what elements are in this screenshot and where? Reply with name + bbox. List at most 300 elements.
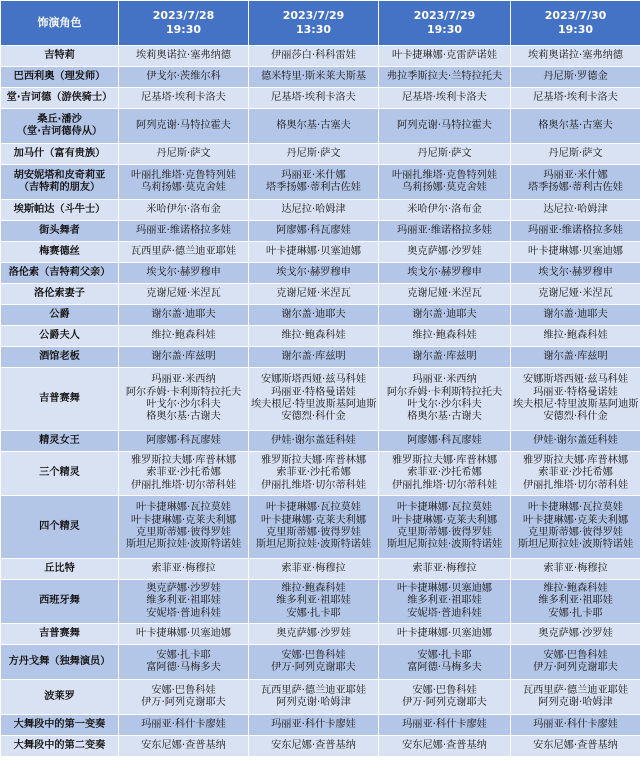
- role-name: 丘比特: [44, 562, 75, 574]
- table-row: [1, 496, 640, 559]
- performer-name: 叶卡捷琳娜·克莱夫利娜: [260, 514, 367, 526]
- performer-name: 阿列克谢·哈姆津: [276, 697, 351, 708]
- performer-name: 克谢尼娅·米涅瓦: [538, 287, 613, 299]
- cast-cell: [511, 165, 640, 200]
- performer-name: 富阿德·马梅多夫: [407, 662, 482, 673]
- cast-cell: [119, 221, 249, 242]
- performer-name: 阿尔乔姆·卡利斯特拉托夫: [125, 386, 242, 398]
- performer-name: 叶卡捷琳娜·贝塞迪娜: [266, 245, 361, 257]
- performer-name: 玛丽亚·维诺格拉多娃: [397, 224, 492, 236]
- performer-name: 伊丽扎维塔·切尔蒂科娃: [130, 479, 237, 491]
- cast-cell: [249, 144, 379, 165]
- performer-name: 米哈伊尔·洛布金: [407, 203, 482, 215]
- table-row: [1, 645, 640, 680]
- table-row: [1, 347, 640, 368]
- role-name: 公爵夫人: [39, 329, 80, 341]
- cast-cell: [249, 680, 379, 715]
- role-name: 堂·吉诃德（游侠骑士）: [6, 91, 113, 103]
- performer-name: 伊万·阿列克谢耶夫: [271, 662, 356, 673]
- performer-name: 维拉·鲍森科娃: [543, 582, 608, 594]
- performer-name: 克谢尼娅·米涅瓦: [407, 287, 482, 299]
- table-row: [1, 88, 640, 109]
- cast-cell: [119, 645, 249, 680]
- cast-cell: [249, 431, 379, 452]
- performer-name: 维拉·鲍森科娃: [151, 329, 216, 341]
- performer-name: 叶丽扎维塔·克鲁特列娃: [391, 169, 498, 181]
- table-row: [1, 680, 640, 715]
- performer-name: 克里斯蒂娜·彼得罗娃: [136, 527, 231, 538]
- cast-cell: [249, 736, 379, 757]
- role-name: 酒馆老板: [39, 350, 80, 362]
- role-name: 吉特莉: [44, 49, 75, 61]
- performer-name: 伊丽扎维塔·切尔蒂科娃: [391, 479, 498, 491]
- performer-name: 伊万·阿列克谢耶夫: [402, 697, 487, 708]
- performer-name: 维拉·鲍森科娃: [281, 329, 346, 341]
- table-row: [1, 67, 640, 88]
- performer-name: 安娜·扎卡耶: [548, 607, 603, 619]
- performer-name: 伊丽扎维塔·切尔蒂科娃: [260, 479, 367, 491]
- performer-name: 玛丽亚·科什卡廖娃: [402, 718, 487, 730]
- cast-cell: [119, 368, 249, 431]
- table-row: [1, 452, 640, 496]
- role-name: 三个精灵: [39, 467, 80, 479]
- performer-name: 埃戈尔·赫罗穆申: [146, 266, 221, 278]
- performer-name: 安娜·扎卡耶: [417, 649, 472, 661]
- cast-cell: [379, 242, 511, 263]
- performer-name: 玛丽亚·米西纳: [412, 374, 477, 386]
- role-name: 加马什（富有贵族）: [13, 147, 106, 159]
- performer-name: 叶卡捷琳娜·克莱夫利娜: [130, 514, 237, 526]
- performer-name: 安娜·巴鲁科娃: [543, 649, 608, 661]
- cast-cell: [379, 200, 511, 221]
- cast-cell: [249, 165, 379, 200]
- cast-cell: [249, 263, 379, 284]
- cast-cell: [511, 109, 640, 144]
- cast-cell: [511, 284, 640, 305]
- performer-name: 格奥尔基·古谢夫: [146, 411, 221, 423]
- cast-cell: [249, 496, 379, 559]
- role-name: 精灵女王: [39, 434, 80, 446]
- performer-name: 谢尔盖·迪耶夫: [151, 308, 216, 320]
- table-row: [1, 624, 640, 645]
- cast-cell: [379, 580, 511, 624]
- role-cell: [1, 580, 119, 624]
- cast-cell: [249, 715, 379, 736]
- show-header-4: [511, 1, 640, 46]
- cast-cell: [379, 46, 511, 67]
- performer-name: 索菲亚·梅穆拉: [281, 562, 346, 574]
- show-time: 19:30: [165, 23, 201, 36]
- table-row: [1, 715, 640, 736]
- performer-name: 维拉·鲍森科娃: [543, 329, 608, 341]
- performer-name: 雅罗斯拉夫娜·库普林娜: [522, 454, 629, 466]
- cast-cell: [119, 496, 249, 559]
- cast-cell: [511, 580, 640, 624]
- cast-cell: [511, 200, 640, 221]
- cast-cell: [249, 624, 379, 645]
- role-cell: [1, 88, 119, 109]
- role-cell: [1, 715, 119, 736]
- cast-cell: [379, 431, 511, 452]
- table-row: [1, 221, 640, 242]
- role-cell: [1, 452, 119, 496]
- cast-cell: [119, 165, 249, 200]
- table-row: [1, 165, 640, 200]
- cast-cell: [119, 431, 249, 452]
- performer-name: 叶卡捷琳娜·贝塞迪娜: [397, 582, 492, 594]
- performer-name: 安娜斯塔西娅·兹马科娃: [522, 374, 629, 386]
- performer-name: 丹尼斯·萨文: [417, 147, 472, 159]
- performer-name: 格奥尔基·古谢夫: [407, 411, 482, 423]
- performer-name: 安妮塔·普迪科娃: [146, 607, 221, 619]
- role-name: 西班牙舞: [39, 595, 80, 607]
- performer-name: 瓦西里萨·德兰迪亚耶娃: [130, 245, 237, 257]
- performer-name: 德米特里·斯米莱夫斯基: [260, 70, 367, 82]
- role-name: 洛伦索（吉特莉父亲）: [8, 266, 111, 278]
- role-name: 洛伦索妻子: [34, 287, 85, 299]
- cast-cell: [511, 221, 640, 242]
- role-cell: [1, 559, 119, 580]
- performer-name: 阿廖娜·科瓦廖娃: [146, 434, 221, 446]
- performer-name: 索菲亚·沙托希娜: [407, 467, 482, 479]
- performer-name: 克里斯蒂娜·彼得罗娃: [266, 527, 361, 538]
- cast-cell: [511, 347, 640, 368]
- performer-name: 尼基塔·埃利卡洛夫: [271, 91, 356, 103]
- show-date: 2023/7/29: [413, 9, 476, 22]
- cast-cell: [249, 242, 379, 263]
- cast-cell: [249, 46, 379, 67]
- performer-name: 叶戈尔·沙尔科夫: [146, 399, 221, 410]
- show-time: 19:30: [426, 23, 462, 36]
- performer-name: 阿廖娜·科瓦廖娃: [407, 434, 482, 446]
- performer-name: 格奥尔基·古塞夫: [538, 119, 613, 131]
- cast-cell: [511, 496, 640, 559]
- performer-name: 玛丽亚·维诺格拉多娃: [528, 224, 623, 236]
- table-row: [1, 431, 640, 452]
- performer-name: 玛丽亚·维诺格拉多娃: [136, 224, 231, 236]
- cast-cell: [511, 645, 640, 680]
- cast-cell: [119, 305, 249, 326]
- cast-cell: [379, 680, 511, 715]
- cast-cell: [511, 559, 640, 580]
- role-cell: [1, 263, 119, 284]
- show-header-1: [119, 1, 249, 46]
- performer-name: 安东尼娜·查普基纳: [402, 739, 487, 751]
- cast-cell: [119, 347, 249, 368]
- cast-cell: [511, 305, 640, 326]
- performer-name: 维多利亚·祖耶娃: [276, 595, 351, 607]
- performer-name: 米哈伊尔·洛布金: [146, 203, 221, 215]
- role-cell: [1, 46, 119, 67]
- performer-name: 安德烈·科什金: [281, 411, 346, 423]
- cast-cell: [379, 347, 511, 368]
- show-date: 2023/7/30: [544, 9, 607, 22]
- performer-name: 奥克萨娜·沙罗娃: [146, 582, 221, 594]
- performer-name: 阿列克谢·马特拉霍夫: [136, 119, 231, 131]
- cast-cell: [249, 326, 379, 347]
- cast-cell: [249, 580, 379, 624]
- cast-cell: [249, 305, 379, 326]
- role-cell: [1, 368, 119, 431]
- cast-table-body: [1, 46, 640, 757]
- cast-cell: [249, 284, 379, 305]
- cast-cell: [119, 88, 249, 109]
- performer-name: 叶卡捷琳娜·贝塞迪娜: [136, 627, 231, 639]
- performer-name: 斯坦尼斯拉娃·波斯特诺娃: [517, 539, 634, 551]
- role-cell: [1, 165, 119, 200]
- performer-name: 叶卡捷琳娜·克莱夫利娜: [522, 514, 629, 526]
- cast-cell: [379, 109, 511, 144]
- performer-name: 索菲亚·梅穆拉: [412, 562, 477, 574]
- performer-name: 克谢尼娅·米涅瓦: [276, 287, 351, 299]
- table-row: [1, 326, 640, 347]
- cast-cell: [379, 715, 511, 736]
- cast-cell: [119, 680, 249, 715]
- cast-cell: [379, 736, 511, 757]
- performer-name: 雅罗斯拉夫娜·库普林娜: [260, 454, 367, 466]
- performer-name: 谢尔盖·库兹明: [543, 350, 608, 362]
- cast-cell: [249, 347, 379, 368]
- cast-cell: [119, 67, 249, 88]
- performer-name: 叶卡捷琳娜·贝塞迪娜: [397, 627, 492, 639]
- show-header-3: [379, 1, 511, 46]
- cast-cell: [119, 284, 249, 305]
- show-date: 2023/7/28: [152, 9, 215, 22]
- performer-name: 克里斯蒂娜·彼得罗娃: [528, 527, 623, 538]
- role-name: 胡安妮塔和皮奇莉亚: [13, 169, 106, 181]
- role-cell: [1, 109, 119, 144]
- header-row: [1, 1, 640, 46]
- cast-cell: [511, 624, 640, 645]
- cast-cell: [379, 67, 511, 88]
- performer-name: 谢尔盖·迪耶夫: [412, 308, 477, 320]
- cast-cell: [511, 88, 640, 109]
- cast-cell: [511, 368, 640, 431]
- cast-cell: [119, 452, 249, 496]
- performer-name: 雅罗斯拉夫娜·库普林娜: [391, 454, 498, 466]
- performer-name: 安东尼娜·查普基纳: [271, 739, 356, 751]
- performer-name: 乌莉扬娜·莫克舍娃: [402, 182, 487, 193]
- role-cell: [1, 624, 119, 645]
- performer-name: 瓦西里萨·德兰迪亚耶娃: [522, 684, 629, 696]
- performer-name: 叶卡捷琳娜·瓦拉莫娃: [136, 502, 231, 514]
- cast-cell: [511, 144, 640, 165]
- cast-cell: [379, 624, 511, 645]
- role-cell: [1, 431, 119, 452]
- cast-cell: [511, 263, 640, 284]
- performer-name: 伊娃·谢尔盖廷科娃: [271, 434, 356, 446]
- cast-cell: [511, 326, 640, 347]
- role-name: 方丹戈舞（独舞演员）: [8, 655, 111, 667]
- performer-name: 叶卡捷琳娜·瓦拉莫娃: [528, 502, 623, 514]
- show-date: 2023/7/29: [282, 9, 345, 22]
- role-cell: [1, 67, 119, 88]
- cast-cell: [379, 645, 511, 680]
- cast-cell: [511, 67, 640, 88]
- cast-cell: [249, 452, 379, 496]
- performer-name: 玛丽亚·特格曼诺娃: [533, 386, 618, 398]
- performer-name: 弗拉季斯拉夫·兰特拉托夫: [386, 70, 503, 82]
- cast-cell: [511, 452, 640, 496]
- performer-name: 伊万·阿列克谢耶夫: [533, 662, 618, 673]
- performer-name: 格奥尔基·古塞夫: [276, 119, 351, 131]
- cast-cell: [511, 715, 640, 736]
- performer-name: 乌莉扬娜·莫克舍娃: [141, 182, 226, 193]
- cast-cell: [119, 109, 249, 144]
- table-row: [1, 305, 640, 326]
- performer-name: 瓦西里萨·德兰迪亚耶娃: [260, 684, 367, 696]
- performer-name: 叶卡捷琳娜·瓦拉莫娃: [266, 502, 361, 514]
- performer-name: 阿尔乔姆·卡利斯特拉托夫: [386, 386, 503, 398]
- role-name: 波莱罗: [44, 690, 75, 702]
- cast-cell: [119, 736, 249, 757]
- role-column-header: 饰演角色: [1, 1, 119, 46]
- performer-name: 达尼拉·哈姆津: [543, 203, 608, 215]
- performer-name: 富阿德·马梅多夫: [146, 662, 221, 673]
- performer-name: 玛丽亚·科什卡廖娃: [141, 718, 226, 730]
- performer-name: 埃戈尔·赫罗穆申: [276, 266, 351, 278]
- performer-name: 斯坦尼斯拉娃·波斯特诺娃: [125, 539, 242, 551]
- performer-name: 叶戈尔·沙尔科夫: [407, 399, 482, 410]
- performer-name: 埃莉奥诺拉·塞弗纳德: [528, 49, 623, 61]
- cast-cell: [249, 200, 379, 221]
- table-row: [1, 200, 640, 221]
- performer-name: 伊丽扎维塔·切尔蒂科娃: [522, 479, 629, 491]
- table-row: [1, 736, 640, 757]
- performer-name: 索菲亚·沙托希娜: [538, 467, 613, 479]
- performer-name: 叶卡捷琳娜·克莱夫利娜: [391, 514, 498, 526]
- cast-cell: [379, 165, 511, 200]
- role-cell: [1, 347, 119, 368]
- role-name: 公爵: [49, 308, 70, 320]
- cast-cell: [249, 109, 379, 144]
- performer-name: 索菲亚·沙托希娜: [276, 467, 351, 479]
- performer-name: 尼基塔·埃利卡洛夫: [402, 91, 487, 103]
- role-name: 巴西利奥（理发师）: [13, 70, 106, 82]
- role-name: 街头舞者: [39, 224, 80, 236]
- cast-cell: [249, 88, 379, 109]
- show-time: 13:30: [295, 23, 331, 36]
- performer-name: 斯坦尼斯拉娃·波斯特诺娃: [386, 539, 503, 551]
- cast-cell: [379, 496, 511, 559]
- performer-name: 塔季扬娜·蒂利古佐娃: [266, 182, 361, 193]
- performer-name: 伊万·阿列克谢耶夫: [141, 697, 226, 708]
- cast-cell: [511, 736, 640, 757]
- role-cell: [1, 305, 119, 326]
- role-name: 梅赛德丝: [39, 245, 80, 257]
- performer-name: 丹尼斯·萨文: [156, 147, 211, 159]
- performer-name: 斯坦尼斯拉娃·波斯特诺娃: [255, 539, 372, 551]
- cast-cell: [379, 368, 511, 431]
- performer-name: 伊丽莎白·科科雷娃: [271, 49, 356, 61]
- cast-cell: [379, 284, 511, 305]
- performer-name: 埃夫根尼·特里波斯基阿迪斯: [251, 399, 377, 410]
- cast-cell: [249, 645, 379, 680]
- performer-name: 维拉·鲍森科娃: [412, 329, 477, 341]
- cast-cell: [379, 221, 511, 242]
- cast-cell: [379, 326, 511, 347]
- show-time: 19:30: [557, 23, 593, 36]
- performer-name: 索菲亚·梅穆拉: [543, 562, 608, 574]
- performer-name: 安娜·扎卡耶: [286, 607, 341, 619]
- table-row: [1, 46, 640, 67]
- performer-name: 埃戈尔·赫罗穆申: [538, 266, 613, 278]
- performer-name: 谢尔盖·迪耶夫: [543, 308, 608, 320]
- performer-name: 玛丽亚·特格曼诺娃: [271, 386, 356, 398]
- performer-name: 谢尔盖·库兹明: [281, 350, 346, 362]
- cast-cell: [119, 580, 249, 624]
- cast-cell: [119, 144, 249, 165]
- cast-cell: [379, 452, 511, 496]
- performer-name: 安娜·巴鲁科娃: [151, 684, 216, 696]
- performer-name: 尼基塔·埃利卡洛夫: [141, 91, 226, 103]
- cast-cell: [249, 559, 379, 580]
- performer-name: 丹尼斯·罗德金: [543, 70, 608, 82]
- performer-name: 安东尼娜·查普基纳: [141, 739, 226, 751]
- role-cell: [1, 496, 119, 559]
- cast-cell: [119, 263, 249, 284]
- role-cell: [1, 645, 119, 680]
- role-name: 四个精灵: [39, 520, 80, 532]
- cast-cell: [379, 144, 511, 165]
- performer-name: 维多利亚·祖耶娃: [407, 595, 482, 607]
- cast-cell: [119, 624, 249, 645]
- performer-name: 谢尔盖·库兹明: [151, 350, 216, 362]
- role-cell: [1, 221, 119, 242]
- role-name: 桑丘·潘沙: [37, 113, 82, 125]
- performer-name: 克谢尼娅·米涅瓦: [146, 287, 221, 299]
- performer-name: 达尼拉·哈姆津: [281, 203, 346, 215]
- role-name: 大舞段中的第二变奏: [13, 739, 106, 751]
- role-cell: [1, 680, 119, 715]
- performer-name: 叶卡捷琳娜·克雷萨诺娃: [391, 49, 498, 61]
- cast-cell: [119, 200, 249, 221]
- cast-cell: [379, 559, 511, 580]
- performer-name: 玛丽亚·科什卡廖娃: [271, 718, 356, 730]
- performer-name: 奥克萨娜·沙罗娃: [538, 627, 613, 639]
- performer-name: 安娜·巴鲁科娃: [281, 649, 346, 661]
- role-name: （堂·吉诃德侍从）: [16, 126, 103, 137]
- cast-cell: [119, 242, 249, 263]
- performer-name: 维拉·鲍森科娃: [281, 582, 346, 594]
- performer-name: 丹尼斯·萨文: [548, 147, 603, 159]
- cast-cell: [119, 715, 249, 736]
- cast-cell: [119, 326, 249, 347]
- performer-name: 谢尔盖·迪耶夫: [281, 308, 346, 320]
- role-cell: [1, 326, 119, 347]
- performer-name: 埃戈尔·赫罗穆申: [407, 266, 482, 278]
- table-row: [1, 242, 640, 263]
- performer-name: 阿廖娜·科瓦廖娃: [276, 224, 351, 236]
- performer-name: 尼基塔·埃利卡洛夫: [533, 91, 618, 103]
- table-row: [1, 284, 640, 305]
- performer-name: 索菲亚·沙托希娜: [146, 467, 221, 479]
- performer-name: 安娜·扎卡耶: [156, 649, 211, 661]
- role-cell: [1, 242, 119, 263]
- cast-cell: [379, 263, 511, 284]
- role-name: 吉普赛舞: [39, 627, 80, 639]
- performer-name: 安德烈·科什金: [543, 411, 608, 423]
- performer-name: 埃夫根尼·特里波斯基阿迪斯: [513, 399, 639, 410]
- performer-name: 叶卡捷琳娜·贝塞迪娜: [528, 245, 623, 257]
- table-row: [1, 580, 640, 624]
- performer-name: 伊娃·谢尔盖廷科娃: [533, 434, 618, 446]
- cast-cell: [249, 368, 379, 431]
- role-cell: [1, 200, 119, 221]
- performer-name: 维多利亚·祖耶娃: [538, 595, 613, 607]
- role-cell: [1, 284, 119, 305]
- show-header-2: [249, 1, 379, 46]
